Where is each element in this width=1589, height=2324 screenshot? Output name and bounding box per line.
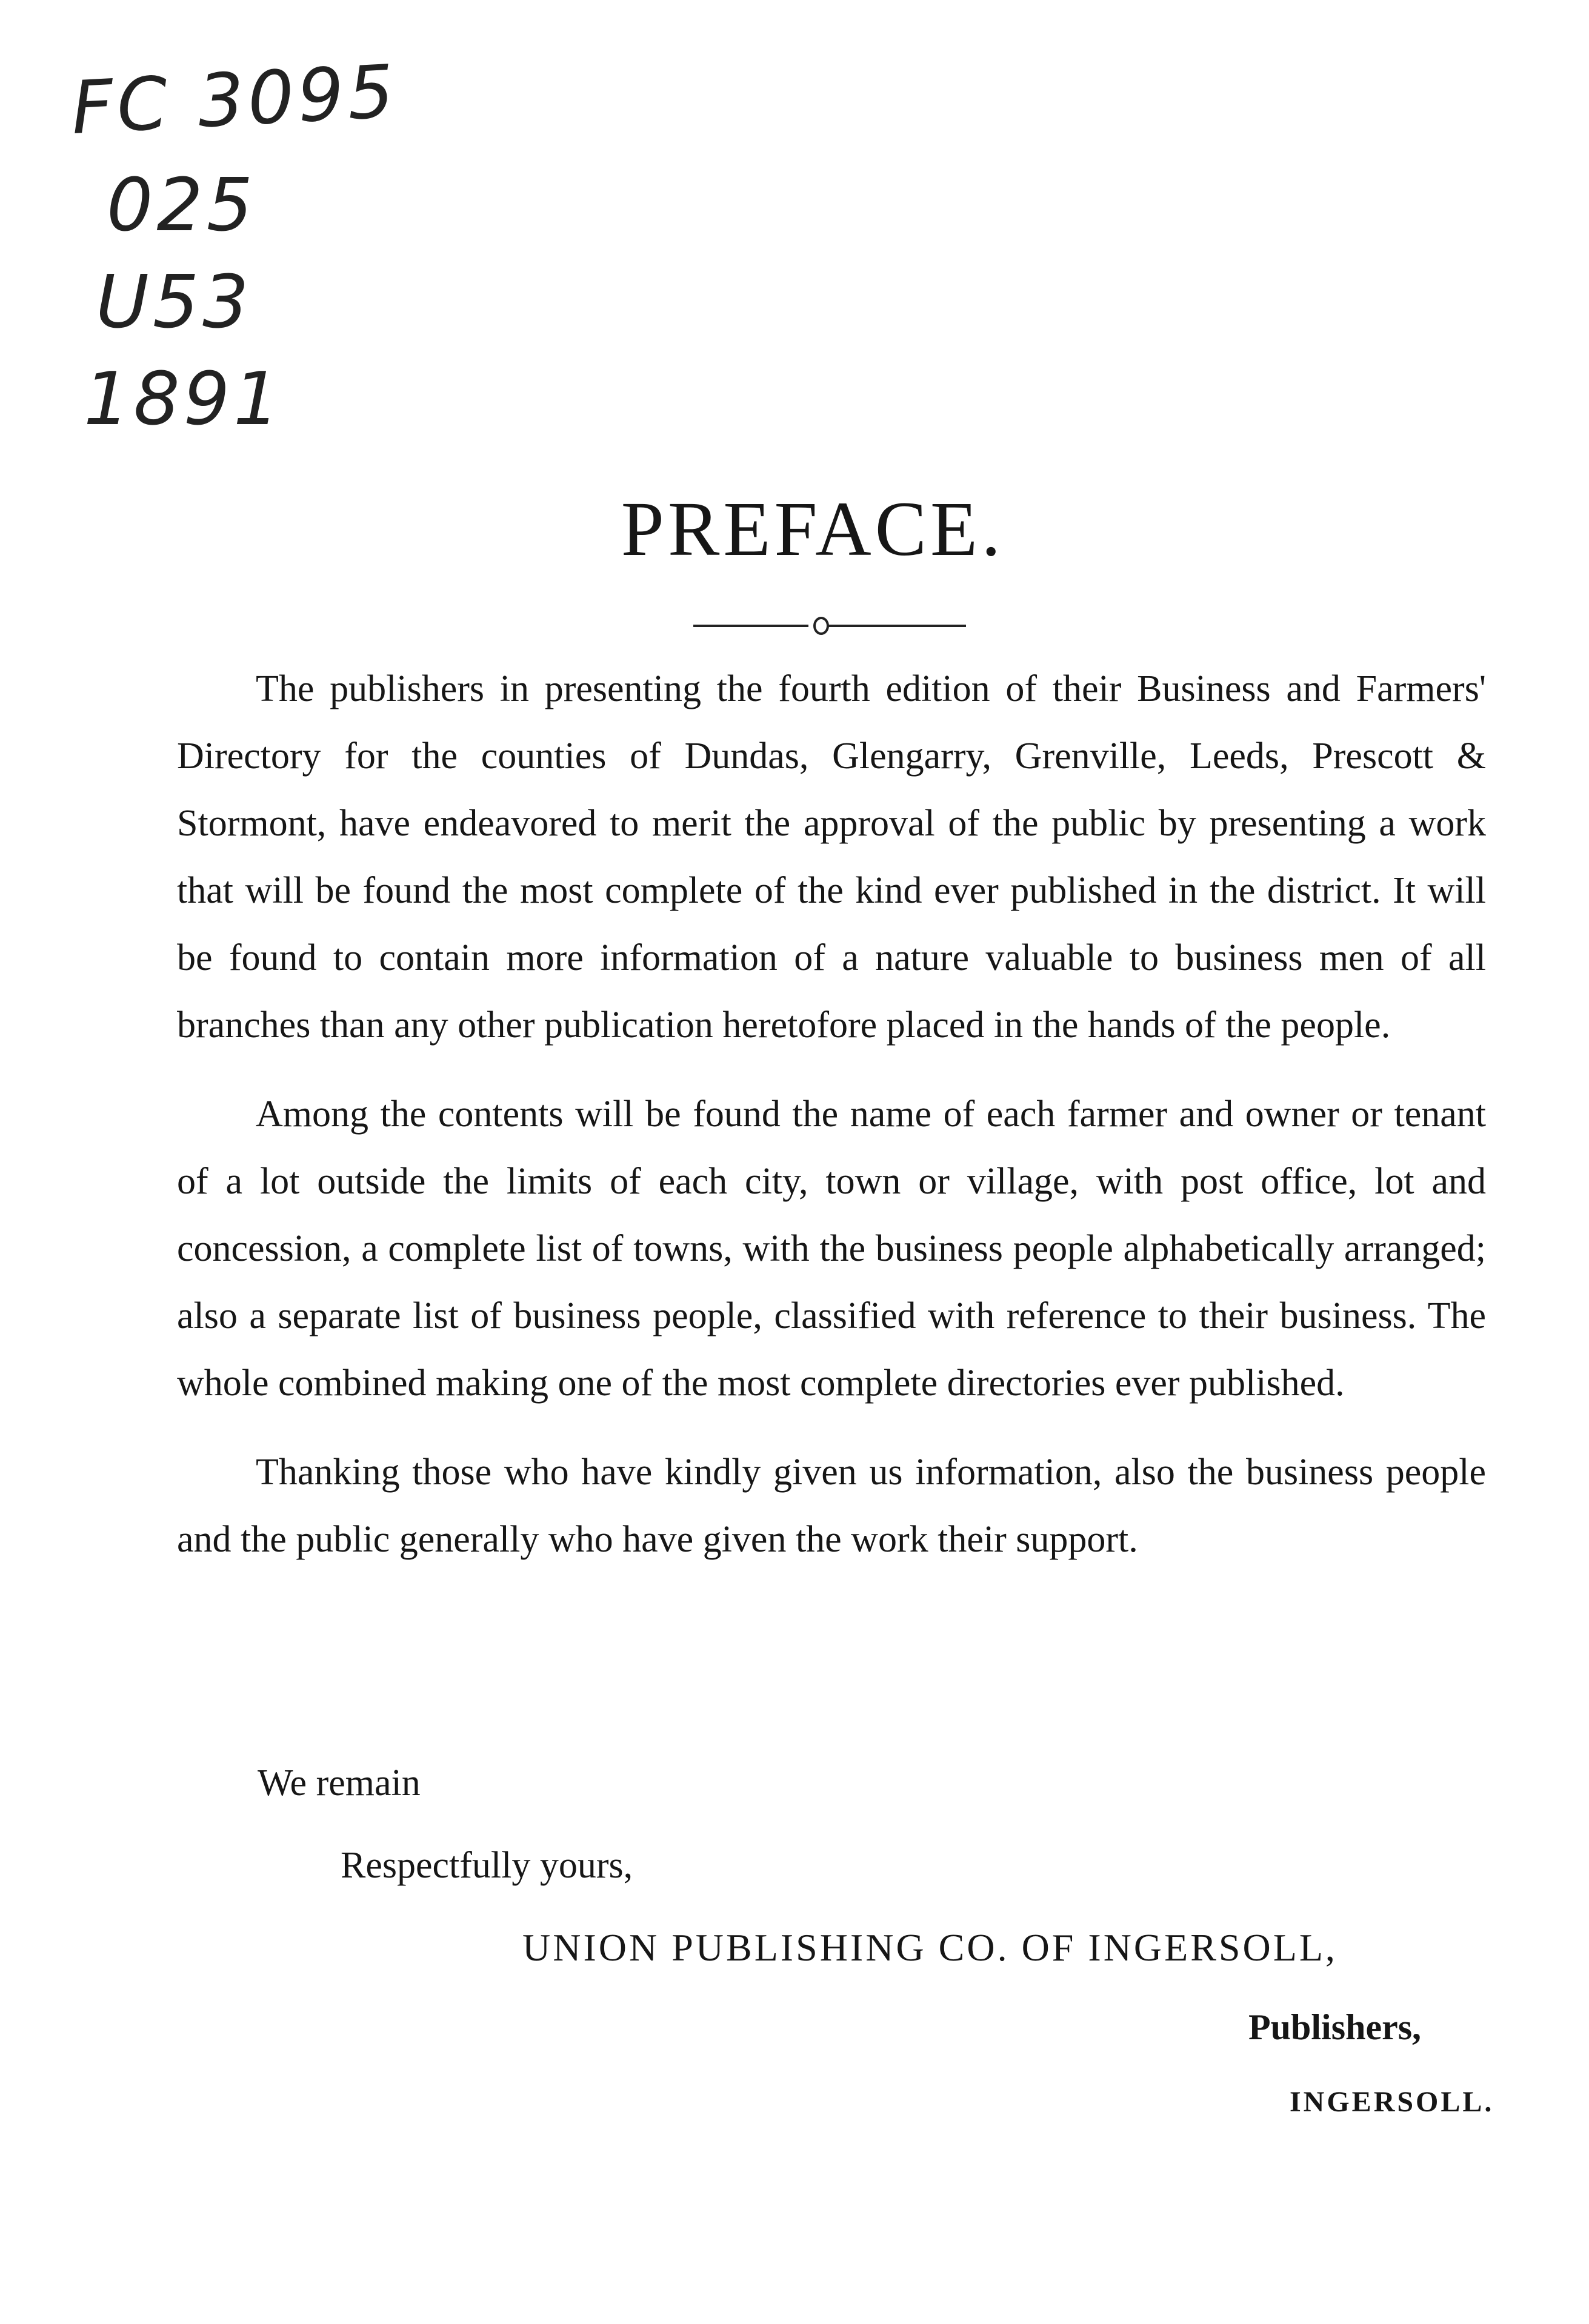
closing-we-remain: We remain [258,1762,421,1804]
closing-respectfully: Respectfully yours, [341,1845,633,1886]
preface-body [177,656,1486,1573]
signature-location: INGERSOLL. [1290,2086,1494,2118]
paragraph-thanks: Thanking those who have kindly given us information, also the business people and the public generally who have given the work their support. [177,1452,1486,1560]
divider-rule-right [828,625,966,627]
call-number-line: 025 [107,164,257,248]
call-number-line: 1891 [84,357,284,442]
divider-rule-left [693,625,808,627]
divider-ornament [813,617,829,635]
signature-company: UNION PUBLISHING CO. OF INGERSOLL, [522,1926,1337,1969]
signature-publishers: Publishers, [1248,2007,1422,2047]
page-title: PREFACE. [621,486,1005,572]
call-number-line: U53 [96,261,253,345]
handwritten-call-number [69,49,400,448]
paragraph-contents: Among the contents will be found the name of each farmer and owner or tenant of a lot outside the limits of each city, town or village, with post office, lot and concession, a complete list of towns, with the business people alphabetically arranged; also a separate list of business people, classified with reference to their business. The whole combined making one of the most complete directories ever published. [177,1094,1486,1404]
call-number-line: FC 3095 [69,49,400,151]
title-divider [693,611,966,635]
paragraph-intro: The publishers in presenting the fourth edition of their Business and Farmers' Directory for the counties of Dundas, Glengarry, Grenville, Leeds, Prescott & Stormont, have endeavored to merit the approval of the public by presenting a work that will be found the most complete of the kind ever published in the district. It will be found to contain more information of a nature valuable to business men of all branches than any other publication heretofore placed in the hands of the people. [177,668,1486,1046]
